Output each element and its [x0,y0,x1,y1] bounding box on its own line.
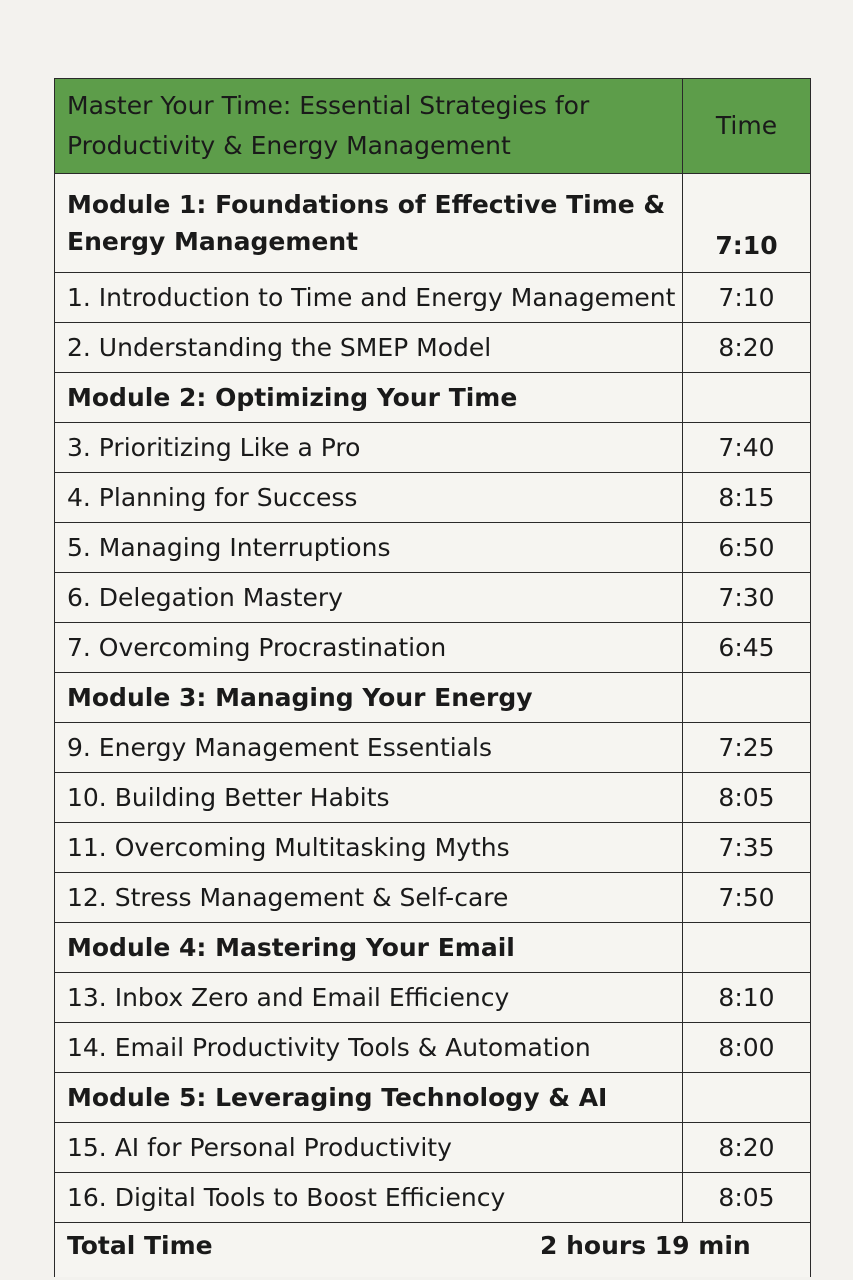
lesson-row [55,773,811,823]
lesson-title: 5. Managing Interruptions [55,523,683,573]
lesson-row [55,1123,811,1173]
module-time: 7:10 [683,174,811,273]
module-time [683,1073,811,1123]
course-title-header: Master Your Time: Essential Strategies for Productivity & Energy Management [55,79,683,174]
module-title: Module 1: Foundations of Effective Time & Energy Management [55,174,683,273]
lesson-title: 12. Stress Management & Self-care [55,873,683,923]
total-cell [55,1223,811,1278]
lesson-row [55,423,811,473]
time-column-header: Time [683,79,811,174]
lesson-time: 6:50 [683,523,811,573]
lesson-time: 8:15 [683,473,811,523]
total-value: 2 hours 19 min [540,1231,751,1260]
lesson-title: 14. Email Productivity Tools & Automation [55,1023,683,1073]
module-row [55,673,811,723]
lesson-time: 8:00 [683,1023,811,1073]
lesson-row [55,973,811,1023]
lesson-time: 8:10 [683,973,811,1023]
lesson-title: 4. Planning for Success [55,473,683,523]
lesson-row [55,573,811,623]
course-schedule-table [54,78,811,1277]
module-time [683,673,811,723]
lesson-time: 7:35 [683,823,811,873]
lesson-title: 11. Overcoming Multitasking Myths [55,823,683,873]
lesson-time: 8:05 [683,773,811,823]
lesson-title: 16. Digital Tools to Boost Efficiency [55,1173,683,1223]
module-time [683,923,811,973]
module-time [683,373,811,423]
lesson-title: 7. Overcoming Procrastination [55,623,683,673]
module-title: Module 2: Optimizing Your Time [55,373,683,423]
total-label: Total Time [67,1231,213,1260]
module-row [55,373,811,423]
lesson-title: 15. AI for Personal Productivity [55,1123,683,1173]
lesson-time: 8:20 [683,1123,811,1173]
lesson-row [55,1173,811,1223]
lesson-title: 9. Energy Management Essentials [55,723,683,773]
lesson-time: 7:30 [683,573,811,623]
module-title: Module 4: Mastering Your Email [55,923,683,973]
lesson-row [55,823,811,873]
module-title: Module 3: Managing Your Energy [55,673,683,723]
lesson-title: 1. Introduction to Time and Energy Management [55,273,683,323]
lesson-row [55,523,811,573]
lesson-time: 7:50 [683,873,811,923]
lesson-time: 8:05 [683,1173,811,1223]
lesson-row [55,723,811,773]
table-header-row [55,79,811,174]
lesson-time: 7:40 [683,423,811,473]
module-title: Module 5: Leveraging Technology & AI [55,1073,683,1123]
lesson-row [55,873,811,923]
lesson-time: 7:10 [683,273,811,323]
module-row [55,174,811,273]
lesson-title: 6. Delegation Mastery [55,573,683,623]
lesson-time: 8:20 [683,323,811,373]
lesson-time: 7:25 [683,723,811,773]
lesson-row [55,473,811,523]
module-row [55,1073,811,1123]
lesson-row [55,323,811,373]
lesson-row [55,623,811,673]
module-row [55,923,811,973]
lesson-title: 13. Inbox Zero and Email Efficiency [55,973,683,1023]
total-row [55,1223,811,1278]
lesson-title: 3. Prioritizing Like a Pro [55,423,683,473]
lesson-title: 10. Building Better Habits [55,773,683,823]
lesson-title: 2. Understanding the SMEP Model [55,323,683,373]
lesson-row [55,273,811,323]
lesson-row [55,1023,811,1073]
lesson-time: 6:45 [683,623,811,673]
